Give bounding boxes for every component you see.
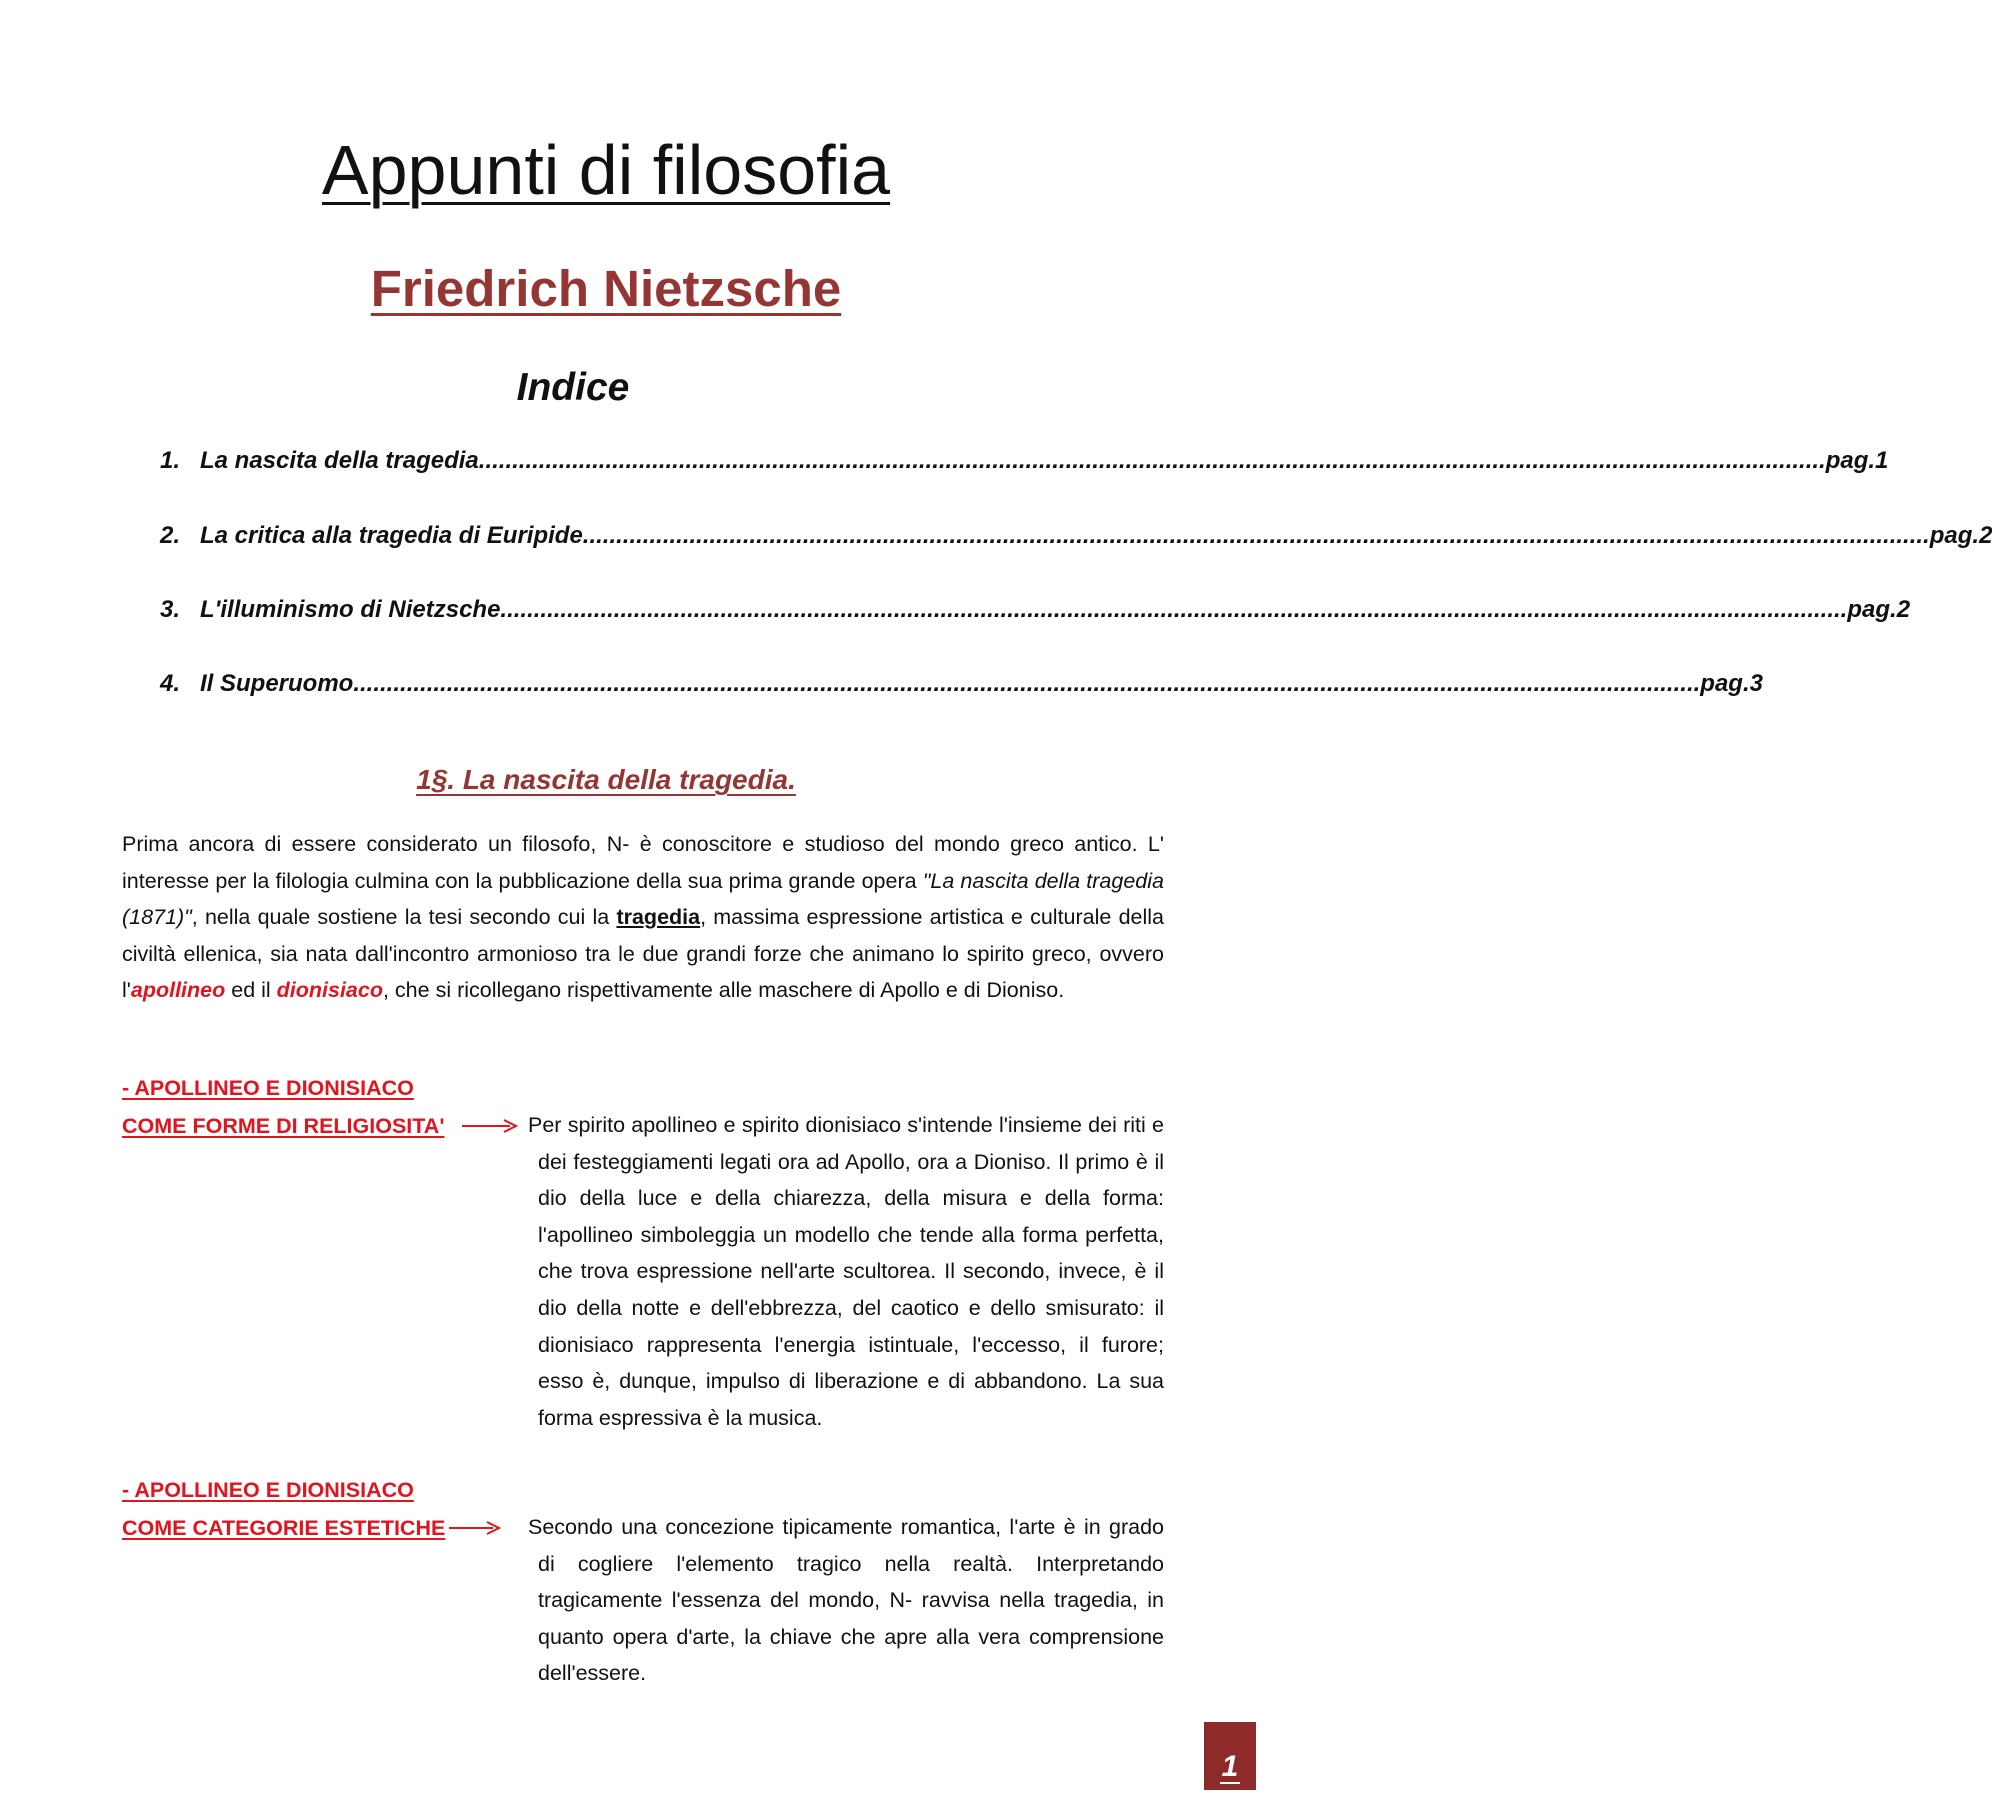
document-title: Appunti di filosofia — [321, 131, 891, 209]
block-label-line: COME FORME DI RELIGIOSITA' — [122, 1114, 445, 1138]
keyword-dionisiaco: dionisiaco — [276, 978, 383, 1003]
toc-number: 2. — [160, 522, 181, 549]
block-text: Per spirito apollineo e spirito dionisiaco s'intende l'insieme dei riti e dei festeggiamenti legati ora ad Apollo, ora a Dioniso. Il primo è il dio della luce e della chiarezza, della misura e della forma: l'apollineo simboleggia un modello che tende alla forma perfetta, che trova espressione nell'arte scultorea. Il secondo, invece, è il dio della notte e dell'ebbrezza, del caotico e dello smisurato: il dionisiaco rappresenta l'energia istintuale, l'eccesso, il furore; esso è, dunque, impulso di liberazione e di abbandono. La sua forma espressiva è la musica. — [528, 1113, 1164, 1430]
section-heading: 1§. La nascita della tragedia. — [416, 764, 796, 795]
toc-leader: .......................................................................................................................................................................................................... — [478, 447, 1826, 474]
toc-label: La critica alla tragedia di Euripide — [200, 522, 583, 549]
block-label-line: COME CATEGORIE ESTETICHE — [122, 1516, 446, 1540]
toc-number: 1. — [160, 447, 181, 474]
intro-text: , massima espressione artistica e culturale della civiltà ellenica, sia nata dall'incontro armonioso tra le due grandi forze che animano lo spirito greco, ovvero l' — [122, 905, 1164, 1003]
document-subtitle: Friedrich Nietzsche — [370, 260, 842, 317]
intro-text: , nella quale sostiene la tesi secondo cui la — [191, 905, 617, 930]
keyword-apollineo: apollineo — [130, 978, 226, 1003]
index-title: Indice — [516, 366, 630, 409]
block-label — [122, 1471, 542, 1547]
toc-item — [160, 518, 1992, 554]
toc-label: Il Superuomo — [200, 670, 354, 697]
toc-leader: .......................................................................................................................................................................................................... — [500, 596, 1848, 623]
toc-page: pag.2 — [1929, 522, 1992, 549]
page-number: 1 — [1221, 1750, 1239, 1783]
page-number-badge — [1204, 1722, 1256, 1790]
arrow-right-icon — [462, 1119, 518, 1133]
intro-text: Prima ancora di essere considerato un filosofo, N- è conoscitore e studioso del mondo greco antico. L' interesse per la filologia culmina con la pubblicazione della sua prima grande opera — [122, 832, 1164, 893]
book-title: "La nascita della tragedia (1871)" — [122, 868, 1164, 930]
toc-item — [160, 443, 1889, 479]
block-label — [122, 1069, 542, 1145]
block-label-line: - APOLLINEO E DIONISIACO — [122, 1478, 414, 1502]
block-label-line: - APOLLINEO E DIONISIACO — [122, 1076, 414, 1100]
intro-paragraph — [122, 826, 1164, 1009]
toc-page: pag.1 — [1825, 447, 1889, 474]
arrow-right-icon — [449, 1521, 501, 1535]
toc-page: pag.2 — [1847, 596, 1911, 623]
keyword-tragedia: tragedia — [616, 905, 701, 930]
toc-label: La nascita della tragedia — [200, 447, 479, 474]
toc-item — [160, 666, 1763, 702]
toc-item — [160, 592, 1911, 628]
toc-label: L'illuminismo di Nietzsche — [200, 596, 501, 623]
toc-number: 4. — [160, 670, 181, 697]
intro-text: ed il — [225, 978, 277, 1003]
block-text: Secondo una concezione tipicamente romantica, l'arte è in grado di cogliere l'elemento tragico nella realtà. Interpretando tragicamente l'essenza del mondo, N- ravvisa nella tragedia, in quanto opera d'arte, la chiave che apre alla vera comprensione dell'essere. — [528, 1515, 1164, 1686]
toc-leader: .......................................................................................................................................................................................................... — [582, 522, 1930, 549]
intro-text: , che si ricollegano rispettivamente alle maschere di Apollo e di Dioniso. — [382, 978, 1065, 1003]
toc-leader: .......................................................................................................................................................................................................... — [353, 670, 1701, 697]
toc-number: 3. — [160, 596, 181, 623]
toc-page: pag.3 — [1700, 670, 1763, 697]
